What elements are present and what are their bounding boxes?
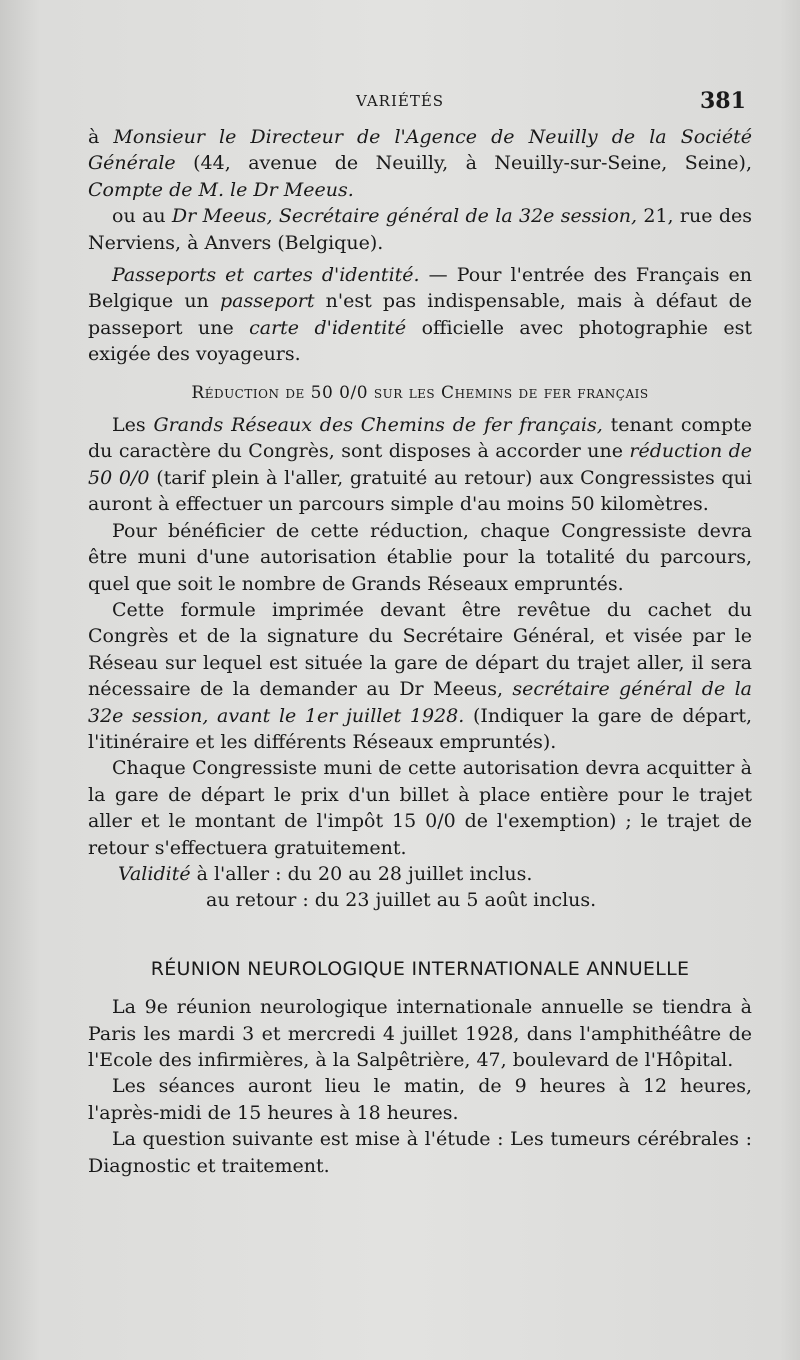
validity-aller-line: [88, 861, 752, 887]
reduction-paragraph-4: Chaque Congressiste muni de cette autorisation devra acquitter à la gare de départ le prix d'un billet à place entière pour le trajet aller et le montant de l'impôt 15 0/0 de l'exemption) ; le trajet de retour s'effectuera gratuitement.: [88, 757, 752, 859]
page-header: [0, 88, 800, 122]
text-run: Cette formule imprimée devant être revêtue du cachet du Congrès et de la signature du Secrétaire Général, et visée par le Réseau sur lequel est située la gare de départ du trajet aller, il sera nécessaire de la demander au Dr Meeus,: [88, 598, 752, 701]
italic-run: Dr Meeus, Secrétaire général de la 32e session,: [171, 205, 638, 228]
text-run: ou au: [112, 205, 172, 228]
text-run: 21, rue des Nerviens, à Anvers (Belgique).: [88, 205, 752, 254]
text-run: (44, avenue de Neuilly, à Neuilly-sur-Seine, Seine),: [175, 152, 752, 175]
reduction-paragraph-3: [88, 597, 752, 755]
italic-run: réduction de 50 0/0: [88, 440, 753, 489]
italic-run: Compte de M. le Dr Meeus.: [88, 178, 354, 201]
page-number: 381: [700, 88, 746, 114]
reunion-paragraph-1: La 9e réunion neurologique internationale annuelle se tiendra à Paris les mardi 3 et mercredi 4 juillet 1928, dans l'amphithéâtre de l'Ecole des infirmières, à la Salpêtrière, 47, boulevard de l'Hôpital.: [88, 996, 752, 1071]
text-run: à: [88, 126, 114, 148]
italic-run: passeport: [219, 290, 315, 313]
italic-run: secrétaire général de la 32e session, avant le 1er juillet 1928.: [88, 678, 752, 727]
reduction-paragraph-2: Pour bénéficier de cette réduction, chaque Congressiste devra être muni d'une autorisation établie pour la totalité du parcours, quel que soit le nombre de Grands Réseaux empruntés.: [88, 519, 752, 595]
page-body: [88, 124, 752, 1179]
running-title: VARIÉTÉS: [356, 92, 445, 110]
italic-run: Passeports et cartes d'identité.: [112, 264, 420, 287]
italic-run: Grands Réseaux des Chemins de fer français,: [153, 414, 603, 437]
text-run: — Pour l'entrée des Français en Belgique un: [88, 264, 752, 313]
text-run: Les: [112, 414, 154, 437]
reduction-heading: Réduction de 50 0/0 sur les Chemins de fer français: [191, 382, 649, 403]
text-run: à l'aller : du 20 au 28 juillet inclus.: [190, 862, 533, 885]
intro-paragraph-1: [88, 124, 752, 203]
reunion-paragraph-3: La question suivante est mise à l'étude : Les tumeurs cérébrales : Diagnostic et traitement.: [88, 1128, 752, 1177]
intro-paragraph-2: [88, 203, 752, 256]
reunion-paragraph-2: Les séances auront lieu le matin, de 9 heures à 12 heures, l'après-midi de 15 heures à 18 heures.: [88, 1075, 752, 1124]
italic-run: carte d'identité: [249, 316, 407, 339]
reduction-paragraph-1: [88, 412, 752, 518]
text-run: (Indiquer la gare de départ, l'itinéraire et les différents Réseaux empruntés).: [88, 704, 752, 753]
passport-paragraph: [88, 262, 752, 368]
reunion-title: RÉUNION NEUROLOGIQUE INTERNATIONALE ANNUELLE: [150, 957, 690, 980]
italic-run: Monsieur le Directeur de l'Agence de Neuilly de la Société Générale: [88, 126, 753, 175]
validity-retour-line: au retour : du 23 juillet au 5 août inclus.: [206, 889, 597, 912]
validity-label: Validité: [118, 862, 191, 885]
text-run: n'est pas indispensable, mais à défaut de passeport une: [88, 290, 753, 339]
text-run: tenant compte du caractère du Congrès, sont disposes à accorder une: [88, 414, 752, 463]
text-run: officielle avec photographie est exigée des voyageurs.: [88, 316, 752, 366]
text-run: (tarif plein à l'aller, gratuité au retour) aux Congressistes qui auront à effectuer un parcours simple d'au moins 50 kilomètres.: [88, 466, 752, 516]
